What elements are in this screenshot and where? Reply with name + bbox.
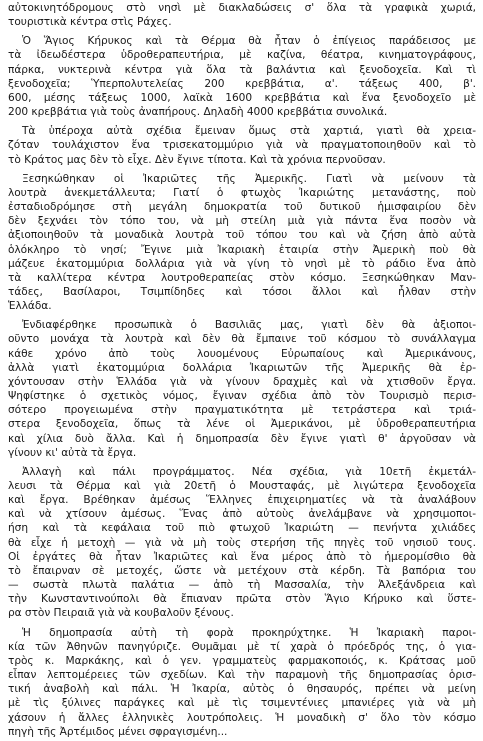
text-line: μὲ τὶς ξύλινες παράγκες καὶ μὲ τὶς τσιμεντένιες μπανιέρες γιὰ νὰ μὴ <box>8 697 476 710</box>
text-line: Ξεσηκώθηκαν οἱ Ἰκαριῶτες τῆς Ἀμερικῆς. Γιατὶ νὰ μείνουν τὰ <box>22 172 476 185</box>
text-line: καὶ χίλια δυὸ ἄλλα. Καὶ ἡ δημοπρασία δὲν ἔγινε γιατὶ θ' ἀργοῦσαν νὰ <box>8 432 476 445</box>
text-line: λουτρὰ ἀνεκμετάλλευτα; Γιατί ὁ φτωχὸς Ἰκαριώτης μετανάστης, ποὺ <box>8 186 476 199</box>
text-line: τική ἀναβολὴ καὶ πάλι. Ἡ Ἰκαρία, αὐτὸς ὁ θησαυρός, πρέπει νὰ μείνη <box>8 683 476 696</box>
text-line: σότερο προγειωμένα στὴν πραγματικότητα μὲ τετράστερα καὶ τριά- <box>8 404 476 417</box>
text-line: αὐτοκινητόδρομους στὸ νησὶ μὲ διακλαδώσεις σ' ὅλα τὰ γραφικὰ χωριά, <box>8 2 476 14</box>
text-line: Ἑλλάδα. <box>8 300 52 313</box>
text-line: μάζευε ἑκατομμύρια δολλάρια γιὰ νὰ γίνη τὸ νησὶ μὲ τὸ ράδιο ἕνα ἀπὸ <box>8 257 476 270</box>
paragraph <box>8 465 476 621</box>
paragraph <box>8 626 476 739</box>
text-line: τὰ ἰδεωδέστερα ὑδροθεραπευτήρια, μὲ καζίνα, θέατρα, κινηματογράφους, <box>8 49 476 62</box>
paragraph <box>8 124 476 166</box>
text-line: χόντουσαν στὴν Ἑλλάδα γιὰ νὰ γίνουν δραχμὲς καὶ νὰ χτισθοῦν ἔργα. <box>8 375 476 388</box>
text-line: Ὁ Ἅγιος Κήρυκος καὶ τὰ Θέρμα θὰ ἦταν ὁ ἐπίγειος παράδεισος με <box>22 35 476 48</box>
text-line: Ἐνδιαφέρθηκε προσωπικὰ ὁ Βασιλιᾶς μας, γιατὶ δὲν θὰ ἀξιοποι- <box>22 319 476 332</box>
paragraph <box>8 318 476 460</box>
text-line: Ἀλλαγὴ καὶ πάλι προγράμματος. Νέα σχέδια, γιὰ 10ετῆ ἐκμετάλ- <box>22 465 476 478</box>
text-line: οῦντο μονάχα τὰ λουτρὰ καὶ δὲν θὰ ἔμπαινε τοῦ κόσμου τὸ συνάλλαγμα <box>8 333 476 346</box>
text-line: τὸ ἔπαιρναν σὲ μετοχές, ὥστε νὰ μετέχουν στὰ κέρδη. Τὰ βαπόρια του <box>8 564 476 577</box>
text-line: Ψηφίστηκε ὁ σχετικὸς νόμος, ἔγιναν σχέδια ἀπὸ τὸν Τουρισμὸ περισ- <box>8 390 476 403</box>
paragraph <box>8 172 476 314</box>
text-line: τὰ καλλίτερα κέντρα λουτροθεραπείας στὸν κόσμο. Ξεσηκώθηκαν Μαν- <box>8 271 476 284</box>
text-line: θὰ εἶχε ἡ μετοχὴ — γιὰ νὰ μὴ τοὺς στερήση τῆς πηγὲς τοῦ νησιοῦ τους. <box>8 536 476 549</box>
text-line: τρὸς κ. Μαρκάκης, καὶ ὁ γεν. γραμματεὺς φαρμακοποιός, κ. Κράτσας μοῦ <box>8 654 476 667</box>
text-line: ἐσταδιοδρόμησε στὴ μεγάλη δημοκρατία τοῦ δυτικοῦ ἡμισφαιρίου δὲν <box>8 201 476 214</box>
text-line: χάσουν ἡ ἄλλες ἑλληνικὲς λουτρόπολεις. Ἡ μοναδικὴ σ' ὅλο τὸν κόσμο <box>8 711 476 724</box>
text-line: πηγὴ τῆς Ἀρτέμιδος μένει σφραγισμένη... <box>8 725 228 738</box>
text-line: στερα ξενοδοχεῖα, ὅπως τὰ λένε οἱ Ἀμερικάνοι, μὲ ὑδροθεραπευτήρια <box>8 418 476 431</box>
text-line: τάδες, Βασίλαροι, Τσιμπίδηδες καὶ τόσοι ἄλλοι καὶ ἦλθαν στὴν <box>8 285 476 298</box>
paragraph <box>8 1 476 29</box>
document-page <box>8 1 476 739</box>
text-line: κάθε χρόνο ἀπὸ τοὺς λουομένους Εὐρωπαίους καὶ Ἀμερικάνους, <box>8 347 476 360</box>
text-line: ὁλόκληρο τὸ νησί; Ἔγινε μιὰ Ἰκαριακὴ ἑταιρία στὴν Ἀμερικὴ ποὺ θὰ <box>8 243 476 256</box>
text-line: ζόταν τουλάχιστον ἕνα τρισεκατομμύριο γιὰ νὰ πραγματοποιηθοῦν καὶ τὸ <box>8 139 476 152</box>
text-line: 200 κρεββάτια γιὰ τοὺς ἀναπήρους. Δηλαδὴ 4000 κρεββάτια συνολικά. <box>8 106 388 119</box>
text-line: δὲν ξεχνάει τὸν τόπο του, νὰ μὴ στείλη μιὰ γιὰ πάντα ἕνα ποσὸν νὰ <box>8 215 476 228</box>
text-line: καὶ ἔργα. Βρέθηκαν ἀμέσως Ἕλληνες ἐπιχειρηματίες νὰ τὰ ἀναλάβουν <box>8 494 476 507</box>
text-line: 600, μέσης τάξεως 1000, λαϊκὰ 1600 κρεββάτια καὶ ἕνα ξενοδοχεῖο μὲ <box>8 91 476 104</box>
text-line: πάρκα, νυκτερινὰ κέντρα γιὰ ὅλα τὰ βαλάντια καὶ ξενοδοχεῖα. Καὶ τὶ <box>8 63 476 76</box>
text-line: — σωστὰ πλωτὰ παλάτια — ἀπὸ τὴ Μασσαλία, τὴν Ἀλεξάνδρεια καὶ <box>8 579 476 592</box>
text-line: λευσι τὰ Θέρμα καὶ γιὰ 20ετῆ ὁ Μουσταφάς, μὲ λιγώτερα ξενοδοχεῖα <box>8 480 476 492</box>
text-line: ἀλλὰ γιατὶ ἑκατομμύρια δολλάρια Ἰκαριωτῶν τῆς Ἀμερικῆς θὰ ἐρ- <box>8 361 476 374</box>
paragraph <box>8 34 476 119</box>
text-line: ἀξιοποιηθοῦν τὰ μοναδικὰ λουτρὰ τοῦ τόπου του καὶ νὰ ζήση ἀπὸ αὐτὰ <box>8 229 476 242</box>
text-line: Τὰ ὑπέροχα αὐτὰ σχέδια ἔμειναν ὅμως στὰ χαρτιά, γιατὶ θὰ χρεια- <box>22 125 476 138</box>
text-line: ξενοδοχεῖα; Ὑπερπολυτελείας 200 κρεββάτια, α'. τάξεως 400, β'. <box>8 77 476 90</box>
text-line: ήση καὶ τὰ κεφάλαια τοῦ πιὸ φτωχοῦ Ἰκαριώτη — πενήντα χιλιάδες <box>8 522 476 535</box>
text-line: Ἡ δημοπρασία αὐτὴ τὴ φορὰ προκηρύχτηκε. Ἡ Ἰκαριακὴ παροι- <box>22 626 476 639</box>
text-line: εἶπαν λεπτομέρειες τῶν σχεδίων. Καὶ τὴν παραμονὴ τῆς δημοπρασίας ὁρισ- <box>8 669 476 682</box>
text-line: καὶ νὰ χτίσουν ἀμέσως. Ἕνας ἀπὸ αὐτοὺς ἀνελάμβανε νὰ χρησιμοποι- <box>8 508 476 521</box>
text-line: τουριστικὰ κέντρα στὶς Ράχες. <box>8 16 172 29</box>
text-line: κία τῶν Ἀθηνῶν πανηγύριζε. Θυμᾶμαι μὲ τί χαρὰ ὁ πρόεδρός της, ὁ για- <box>8 640 476 653</box>
text-line: γίνουν κι' αὐτὰ τὰ ἔργα. <box>8 446 137 459</box>
text-line: Οἱ ἐργάτες θὰ ἦταν Ἰκαριῶτες καὶ ἕνα μέρος ἀπὸ τὸ ἡμερομίσθιο θὰ <box>8 550 476 563</box>
text-line: τὸ Κράτος μας δὲν τὸ εἶχε. Δὲν ἔγινε τίποτα. Καὶ τὰ χρόνια περνοῦσαν. <box>8 153 386 166</box>
text-line: ρα στὸν Πειραιᾶ γιὰ νὰ κουβαλοῦν ξένους. <box>8 607 234 620</box>
text-line: τὴν Κωνσταντινούπολι θὰ ἔπιαναν πρῶτα στὸν Ἅγιο Κήρυκο καὶ ὕστε- <box>8 593 476 606</box>
